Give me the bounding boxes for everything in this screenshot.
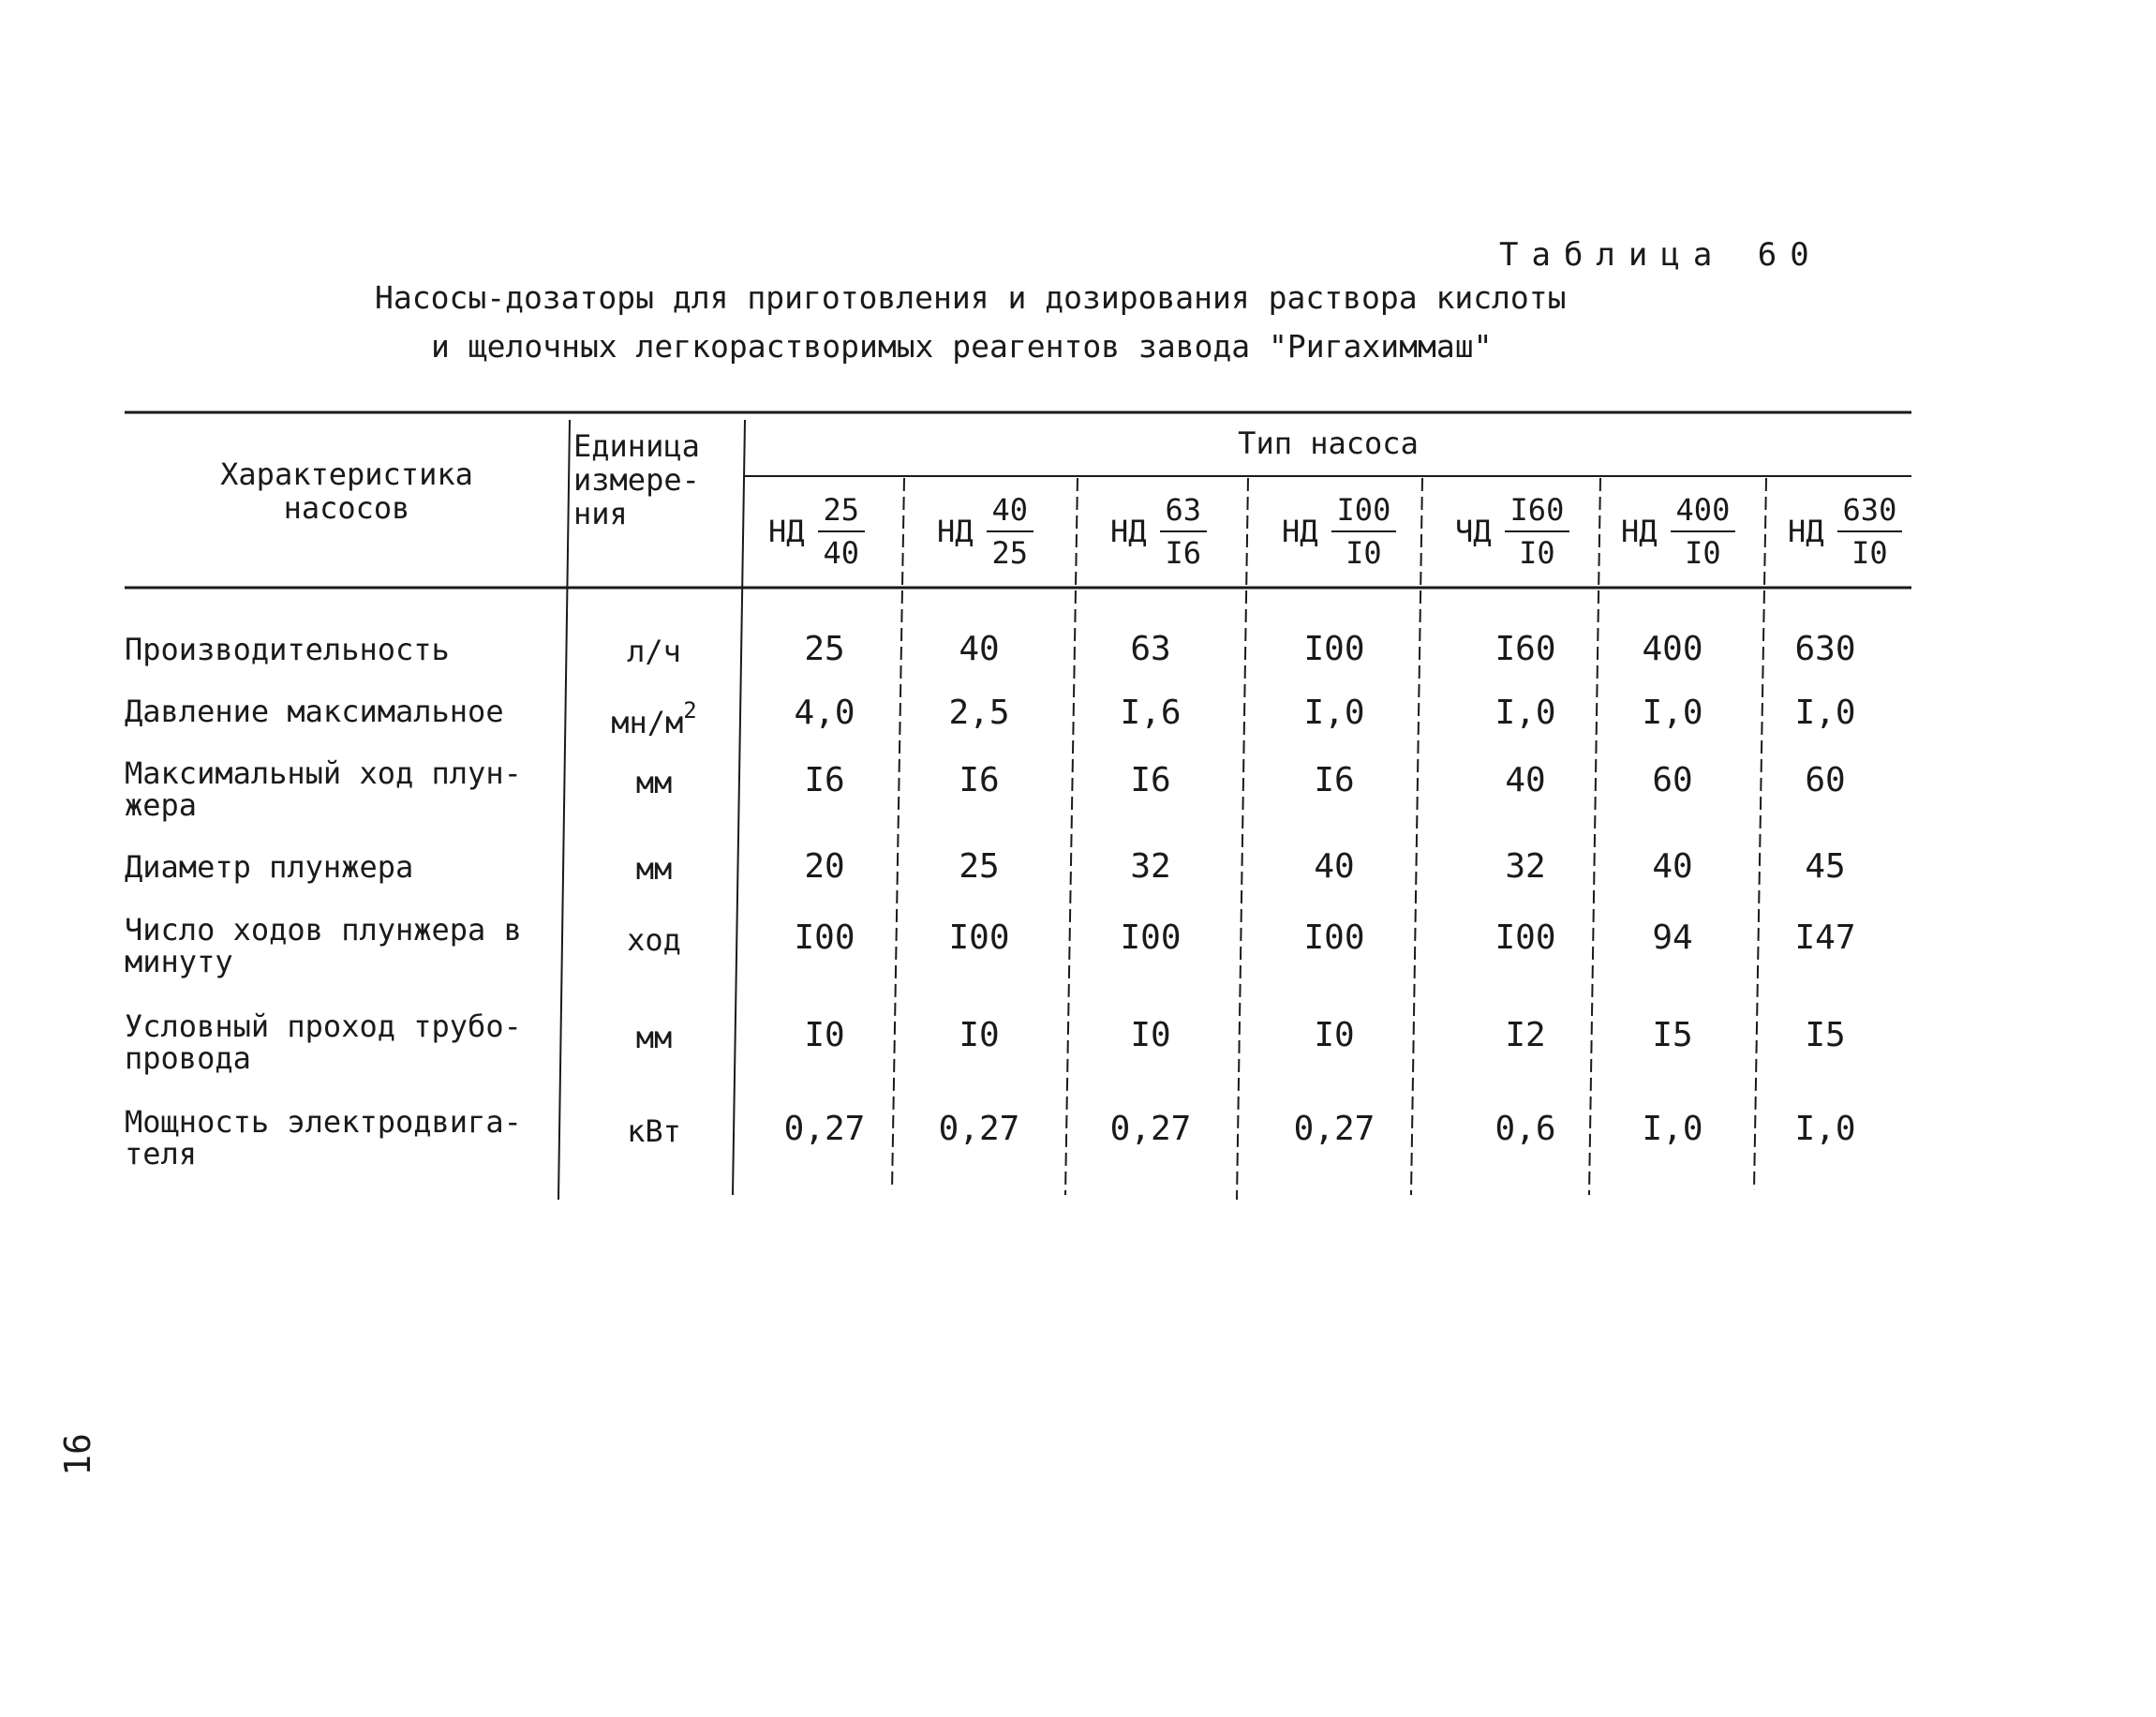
table-cell: I,0: [1794, 1110, 1856, 1148]
row-unit: [565, 851, 743, 887]
pump-type-1: НД $\frac{25}{40}$: [768, 489, 865, 574]
row-unit-text: мм: [635, 765, 673, 800]
page-number: 16: [56, 1433, 98, 1476]
row-label: Максимальный ход плун-жера: [125, 755, 522, 823]
table-cell: 63: [1130, 630, 1171, 668]
table-cell: I00: [794, 918, 855, 957]
table-cell: 0,6: [1494, 1110, 1556, 1148]
table-cell: 400: [1642, 630, 1703, 668]
table-cell: 94: [1652, 918, 1693, 957]
table-cell: I6: [1314, 761, 1355, 799]
table-cell: I,0: [1303, 694, 1365, 732]
row-label: Диаметр плунжера: [125, 849, 414, 885]
table-cell: I,0: [1642, 1110, 1703, 1148]
table-cell: I6: [804, 761, 845, 799]
pump-type-4: НД $\frac{I00}{I0}$: [1282, 489, 1396, 574]
header-pump-type: Тип насоса: [1238, 426, 1419, 461]
row-unit-text: л/ч: [627, 634, 681, 669]
table-cell: 60: [1652, 761, 1693, 799]
table-cell: 40: [959, 630, 1000, 668]
table-cell: I2: [1505, 1016, 1546, 1054]
table-cell: I60: [1494, 630, 1556, 668]
row-unit: [565, 634, 743, 669]
table-cell: I0: [1130, 1016, 1171, 1054]
table-cell: 40: [1505, 761, 1546, 799]
table-cell: I,0: [1642, 694, 1703, 732]
row-unit: [565, 765, 743, 800]
row-label: Условный проход трубо-провода: [125, 1008, 522, 1076]
table-cell: I6: [1130, 761, 1171, 799]
table-cell: I,6: [1120, 694, 1182, 732]
caption-line-1: Насосы-дозаторы для приготовления и дозирования раствора кислоты: [375, 279, 1567, 316]
pump-type-6: НД $\frac{400}{I0}$: [1621, 489, 1735, 574]
table-cell: 630: [1794, 630, 1856, 668]
table-cell: 0,27: [938, 1110, 1020, 1148]
pump-type-3: НД $\frac{63}{I6}$: [1110, 489, 1207, 574]
table-cell: 4,0: [794, 694, 855, 732]
table-cell: I0: [959, 1016, 1000, 1054]
row-unit-superscript: 2: [683, 697, 697, 724]
table-cell: I5: [1652, 1016, 1693, 1054]
row-unit-text: мм: [635, 1020, 673, 1055]
table-label: Таблица 60: [1499, 236, 1822, 274]
row-unit-text: ход: [627, 922, 681, 958]
row-label: Давление максимальное: [125, 694, 504, 729]
header-unit: Единица измере-ния: [573, 428, 700, 531]
table-cell: I0: [804, 1016, 845, 1054]
table-cell: 40: [1314, 847, 1355, 886]
row-unit: [565, 697, 743, 740]
row-unit-text: мм: [635, 851, 673, 887]
row-label: Число ходов плунжера в минуту: [125, 912, 522, 979]
pump-type-2: НД $\frac{40}{25}$: [937, 489, 1033, 574]
table-cell: I00: [948, 918, 1010, 957]
table-cell: 0,27: [1293, 1110, 1375, 1148]
row-label: Производительность: [125, 632, 450, 667]
pump-type-5: ЧД $\frac{I60}{I0}$: [1455, 489, 1569, 574]
table-cell: I00: [1120, 918, 1182, 957]
table-cell: I5: [1805, 1016, 1846, 1054]
caption-line-2: и щелочных легкорастворимых реагентов завода "Ригахиммаш": [431, 328, 1493, 365]
row-unit: [565, 922, 743, 958]
pump-type-7: НД $\frac{630}{I0}$: [1788, 489, 1902, 574]
table-cell: 0,27: [1109, 1110, 1192, 1148]
table-cell: I00: [1494, 918, 1556, 957]
table-cell: 45: [1805, 847, 1846, 886]
table-cell: 0,27: [783, 1110, 866, 1148]
table-cell: 25: [959, 847, 1000, 886]
table-cell: 20: [804, 847, 845, 886]
table-cell: I47: [1794, 918, 1856, 957]
table-cell: I,0: [1494, 694, 1556, 732]
table-cell: 2,5: [948, 694, 1010, 732]
table-cell: I6: [959, 761, 1000, 799]
table-cell: 60: [1805, 761, 1846, 799]
row-unit: [565, 1113, 743, 1149]
table-cell: I,0: [1794, 694, 1856, 732]
row-label: Мощность электродвига-теля: [125, 1104, 522, 1172]
table-cell: I00: [1303, 630, 1365, 668]
table-cell: 32: [1505, 847, 1546, 886]
table-cell: 40: [1652, 847, 1693, 886]
table-cell: 25: [804, 630, 845, 668]
row-unit-text: кВт: [627, 1113, 681, 1149]
table-cell: 32: [1130, 847, 1171, 886]
table-cell: I0: [1314, 1016, 1355, 1054]
row-unit-text: мн/м: [611, 705, 684, 740]
row-unit: [565, 1020, 743, 1055]
table-cell: I00: [1303, 918, 1365, 957]
header-characteristic: Характеристика насосов: [220, 456, 473, 526]
